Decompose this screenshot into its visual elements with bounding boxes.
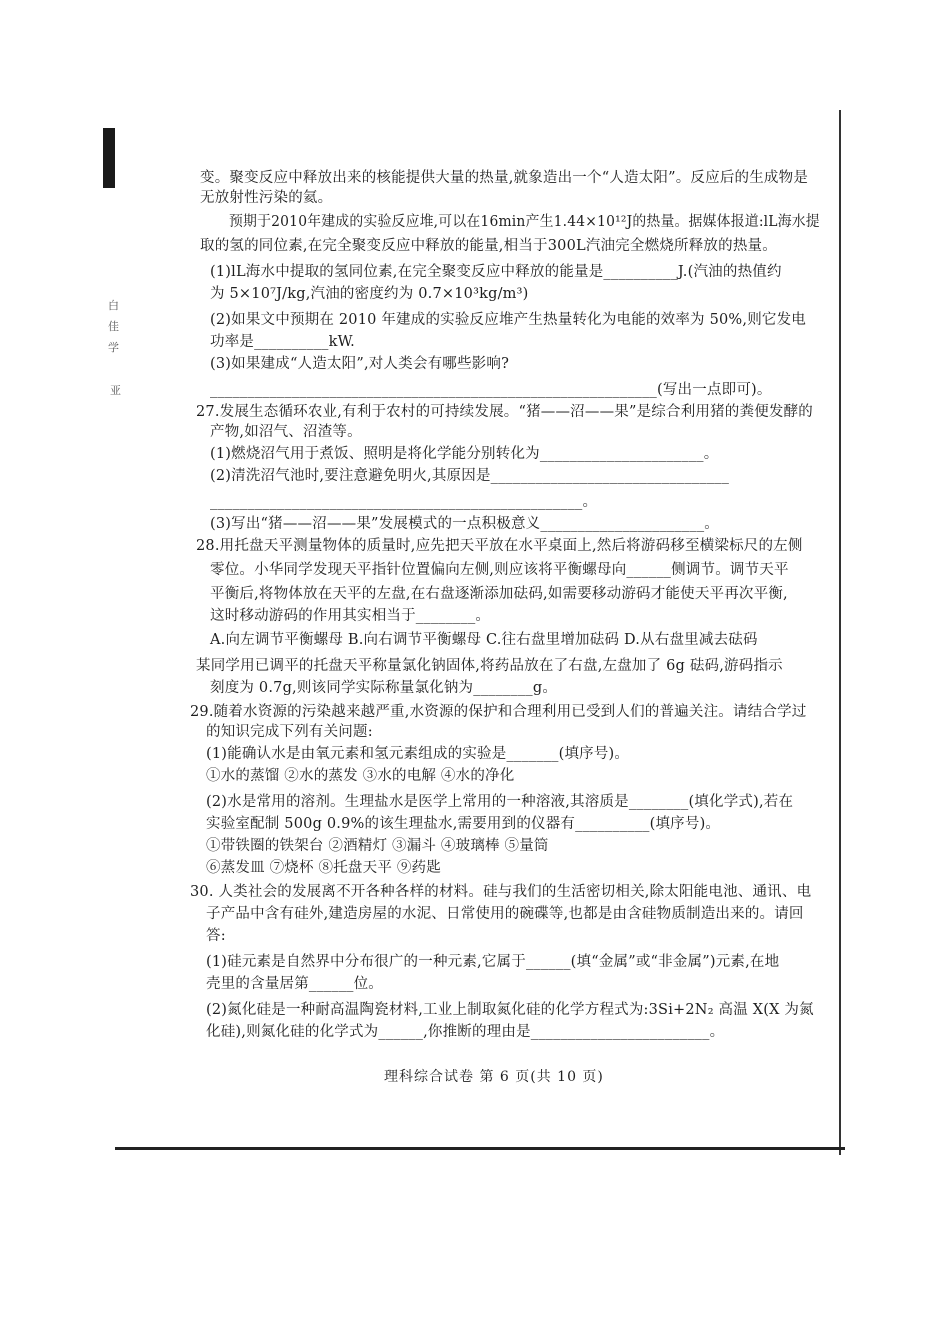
text-line: __________________________________________________。 xyxy=(210,494,598,510)
text-line: ①带铁圈的铁架台 ②酒精灯 ③漏斗 ④玻璃棒 ⑤量筒 xyxy=(206,838,549,854)
text-line: (1)能确认水是由氧元素和氢元素组成的实验是_______(填序号)。 xyxy=(206,746,630,762)
page-footer: 理科综合试卷 第 6 页(共 10 页) xyxy=(384,1069,604,1085)
text-line: 化硅),则氮化硅的化学式为______,你推断的理由是________________________。 xyxy=(206,1024,725,1040)
text-line: ____________________________________________________________(写出一点即可)。 xyxy=(210,382,772,398)
text-line: 零位。小华同学发现天平指针位置偏向左侧,则应该将平衡螺母向______侧调节。调节天平 xyxy=(210,562,789,578)
text-line: (1)lL海水中提取的氢同位素,在完全聚变反应中释放的能量是__________J.(汽油的热值约 xyxy=(210,264,782,280)
question-28: 28.用托盘天平测量物体的质量时,应先把天平放在水平桌面上,然后将游码移至横梁标尺的左侧 xyxy=(196,538,803,554)
text-line: 答: xyxy=(206,928,226,944)
text-line: (2)如果文中预期在 2010 年建成的实验反应堆产生热量转化为电能的效率为 50%,则它发电 xyxy=(210,312,807,328)
text-line: (3)如果建成“人造太阳”,对人类会有哪些影响? xyxy=(210,356,510,372)
text-line: 变。聚变反应中释放出来的核能提供大量的热量,就象造出一个“人造太阳”。反应后的生成物是 xyxy=(200,170,809,186)
text-line: 壳里的含量居第______位。 xyxy=(206,976,383,992)
text-line: 功率是__________kW. xyxy=(210,334,355,350)
question-27: 27.发展生态循环农业,有利于农村的可持续发展。“猪——沼——果”是综合利用猪的粪便发酵的 xyxy=(196,404,813,420)
question-30: 30. 人类社会的发展离不开各种各样的材料。硅与我们的生活密切相关,除太阳能电池、通讯、电 xyxy=(190,884,812,900)
text-line: 无放射性污染的氦。 xyxy=(200,190,333,206)
text-line: (2)水是常用的溶剂。生理盐水是医学上常用的一种溶液,其溶质是________(填化学式),若在 xyxy=(206,794,794,810)
text-line: 产物,如沼气、沼渣等。 xyxy=(210,424,362,440)
text-line: (1)燃烧沼气用于煮饭、照明是将化学能分别转化为______________________。 xyxy=(210,446,719,462)
text-line: (3)写出“猪——沼——果”发展模式的一点积极意义______________________。 xyxy=(210,516,719,532)
text-line: 子产品中含有硅外,建造房屋的水泥、日常使用的碗碟等,也都是由含硅物质制造出来的。请回 xyxy=(206,906,804,922)
margin-note: 白 xyxy=(108,299,119,312)
text-line: 的知识完成下列有关问题: xyxy=(206,724,373,740)
scan-edge-mark-right xyxy=(839,110,841,1155)
text-line: 刻度为 0.7g,则该同学实际称量氯化钠为________g。 xyxy=(210,680,558,696)
text-line: A.向左调节平衡螺母 B.向右调节平衡螺母 C.往右盘里增加砝码 D.从右盘里减去砝码 xyxy=(210,632,758,648)
text-line: 预期于2010年建成的实验反应堆,可以在16min产生1.44×10¹²J的热量。据媒体报道:lL海水提 xyxy=(229,214,820,230)
text-line: (1)硅元素是自然界中分布很广的一种元素,它属于______(填“金属”或“非金属”)元素,在地 xyxy=(206,954,780,970)
text-line: 实验室配制 500g 0.9%的该生理盐水,需要用到的仪器有__________(填序号)。 xyxy=(206,816,721,832)
text-line: 取的氢的同位素,在完全聚变反应中释放的能量,相当于300L汽油完全燃烧所释放的热量。 xyxy=(200,238,777,254)
scan-bottom-rule xyxy=(115,1147,845,1150)
text-line: ①水的蒸馏 ②水的蒸发 ③水的电解 ④水的净化 xyxy=(206,768,515,784)
text-line: 平衡后,将物体放在天平的左盘,在右盘逐渐添加砝码,如需要移动游码才能使天平再次平衡, xyxy=(210,586,788,602)
text-line: ⑥蒸发皿 ⑦烧杯 ⑧托盘天平 ⑨药匙 xyxy=(206,860,441,876)
text-line: (2)氮化硅是一种耐高温陶瓷材料,工业上制取氮化硅的化学方程式为:3Si+2N₂ 高温 X(X 为氮 xyxy=(206,1002,814,1018)
text-line: 为 5×10⁷J/kg,汽油的密度约为 0.7×10³kg/m³) xyxy=(210,286,529,302)
text-line: 某同学用已调平的托盘天平称量氯化钠固体,将药品放在了右盘,左盘加了 6g 砝码,游码指示 xyxy=(196,658,783,674)
question-29: 29.随着水资源的污染越来越严重,水资源的保护和合理利用已受到人们的普遍关注。请结合学过 xyxy=(190,704,807,720)
text-line: 这时移动游码的作用其实相当于________。 xyxy=(210,608,491,624)
margin-note: 佳 xyxy=(108,320,119,333)
scan-edge-mark-left xyxy=(103,128,115,188)
margin-note: 学 xyxy=(108,341,119,354)
margin-note: 亚 xyxy=(110,384,121,397)
text-line: (2)清洗沼气池时,要注意避免明火,其原因是________________________________ xyxy=(210,468,730,484)
